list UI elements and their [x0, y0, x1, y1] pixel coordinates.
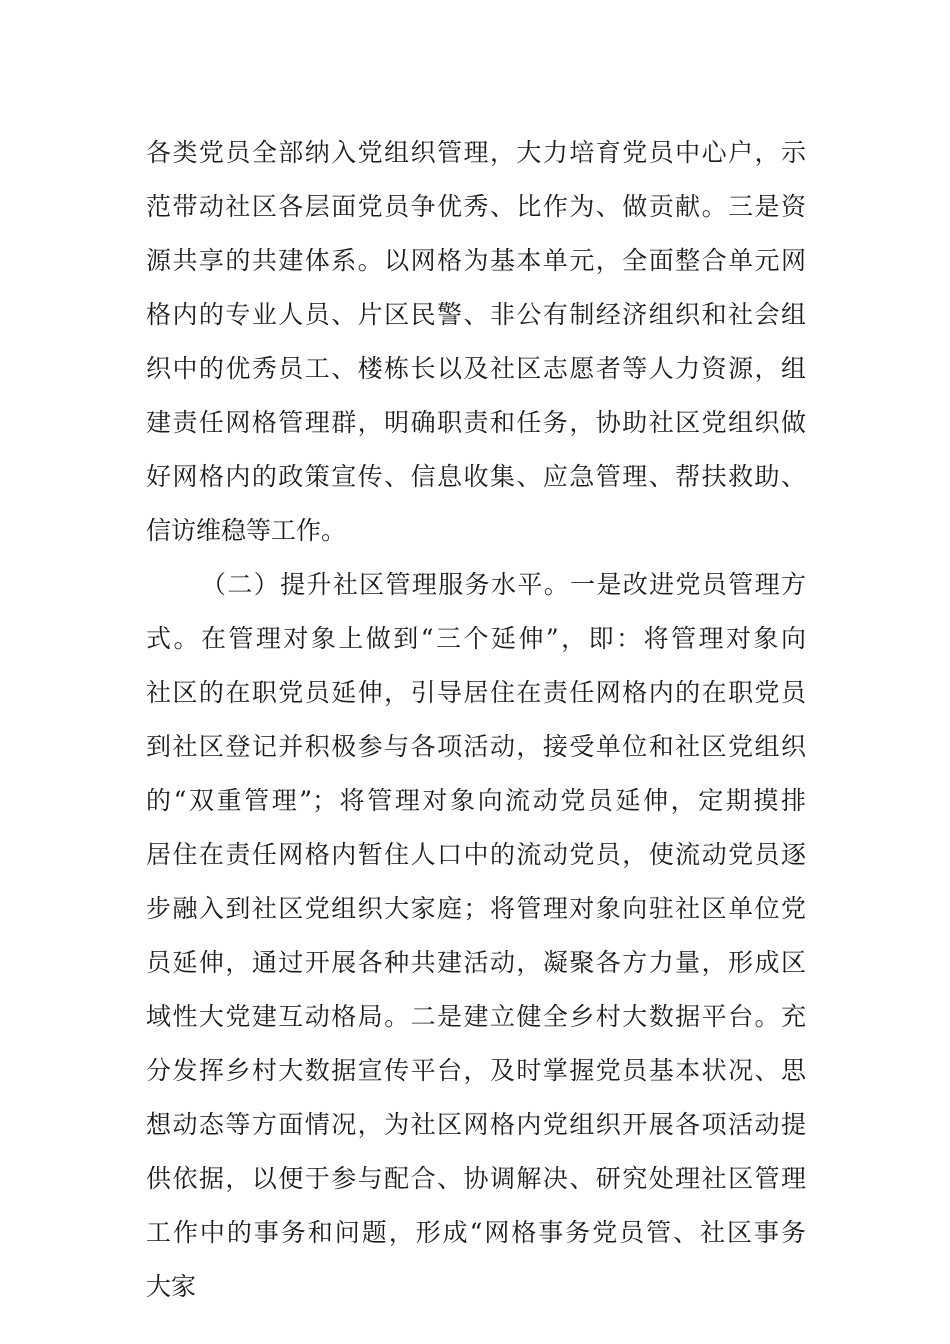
text-line: 格内的专业人员、片区民警、非公有制经济组织和社会组 [146, 300, 806, 329]
text-line: 分发挥乡村大数据宣传平台，及时掌握党员基本状况、思 [146, 1056, 806, 1085]
text-line: 居住在责任网格内暂住人口中的流动党员，使流动党员逐 [146, 840, 806, 869]
text-line: 的“双重管理”；将管理对象向流动党员延伸，定期摸排 [146, 786, 806, 815]
paragraph-end-line: 信访维稳等工作。 [146, 516, 347, 545]
text-line: 范带动社区各层面党员争优秀、比作为、做贡献。三是资 [146, 192, 806, 221]
paragraph-end-line: 大家 [146, 1272, 197, 1301]
text-line: 源共享的共建体系。以网格为基本单元，全面整合单元网 [146, 246, 806, 275]
document-body [146, 126, 806, 1314]
text-line: 织中的优秀员工、楼栋长以及社区志愿者等人力资源，组 [146, 354, 806, 383]
text-line: 供依据，以便于参与配合、协调解决、研究处理社区管理 [146, 1164, 806, 1193]
text-line: 工作中的事务和问题，形成“网格事务党员管、社区事务 [146, 1218, 806, 1247]
text-line: 式。在管理对象上做到“三个延伸”，即：将管理对象向 [146, 624, 806, 653]
text-line: 想动态等方面情况，为社区网格内党组织开展各项活动提 [146, 1110, 806, 1139]
text-line: 好网格内的政策宣传、信息收集、应急管理、帮扶救助、 [146, 462, 806, 491]
text-line: 各类党员全部纳入党组织管理，大力培育党员中心户，示 [146, 138, 806, 167]
section-heading-line: （二）提升社区管理服务水平。一是改进党员管理方 [201, 570, 806, 599]
text-line: 员延伸，通过开展各种共建活动，凝聚各方力量，形成区 [146, 948, 806, 977]
text-line: 域性大党建互动格局。二是建立健全乡村大数据平台。充 [146, 1002, 806, 1031]
text-line: 建责任网格管理群，明确职责和任务，协助社区党组织做 [146, 408, 806, 437]
text-line: 社区的在职党员延伸，引导居住在责任网格内的在职党员 [146, 678, 806, 707]
text-line: 到社区登记并积极参与各项活动，接受单位和社区党组织 [146, 732, 806, 761]
text-line: 步融入到社区党组织大家庭；将管理对象向驻社区单位党 [146, 894, 806, 923]
